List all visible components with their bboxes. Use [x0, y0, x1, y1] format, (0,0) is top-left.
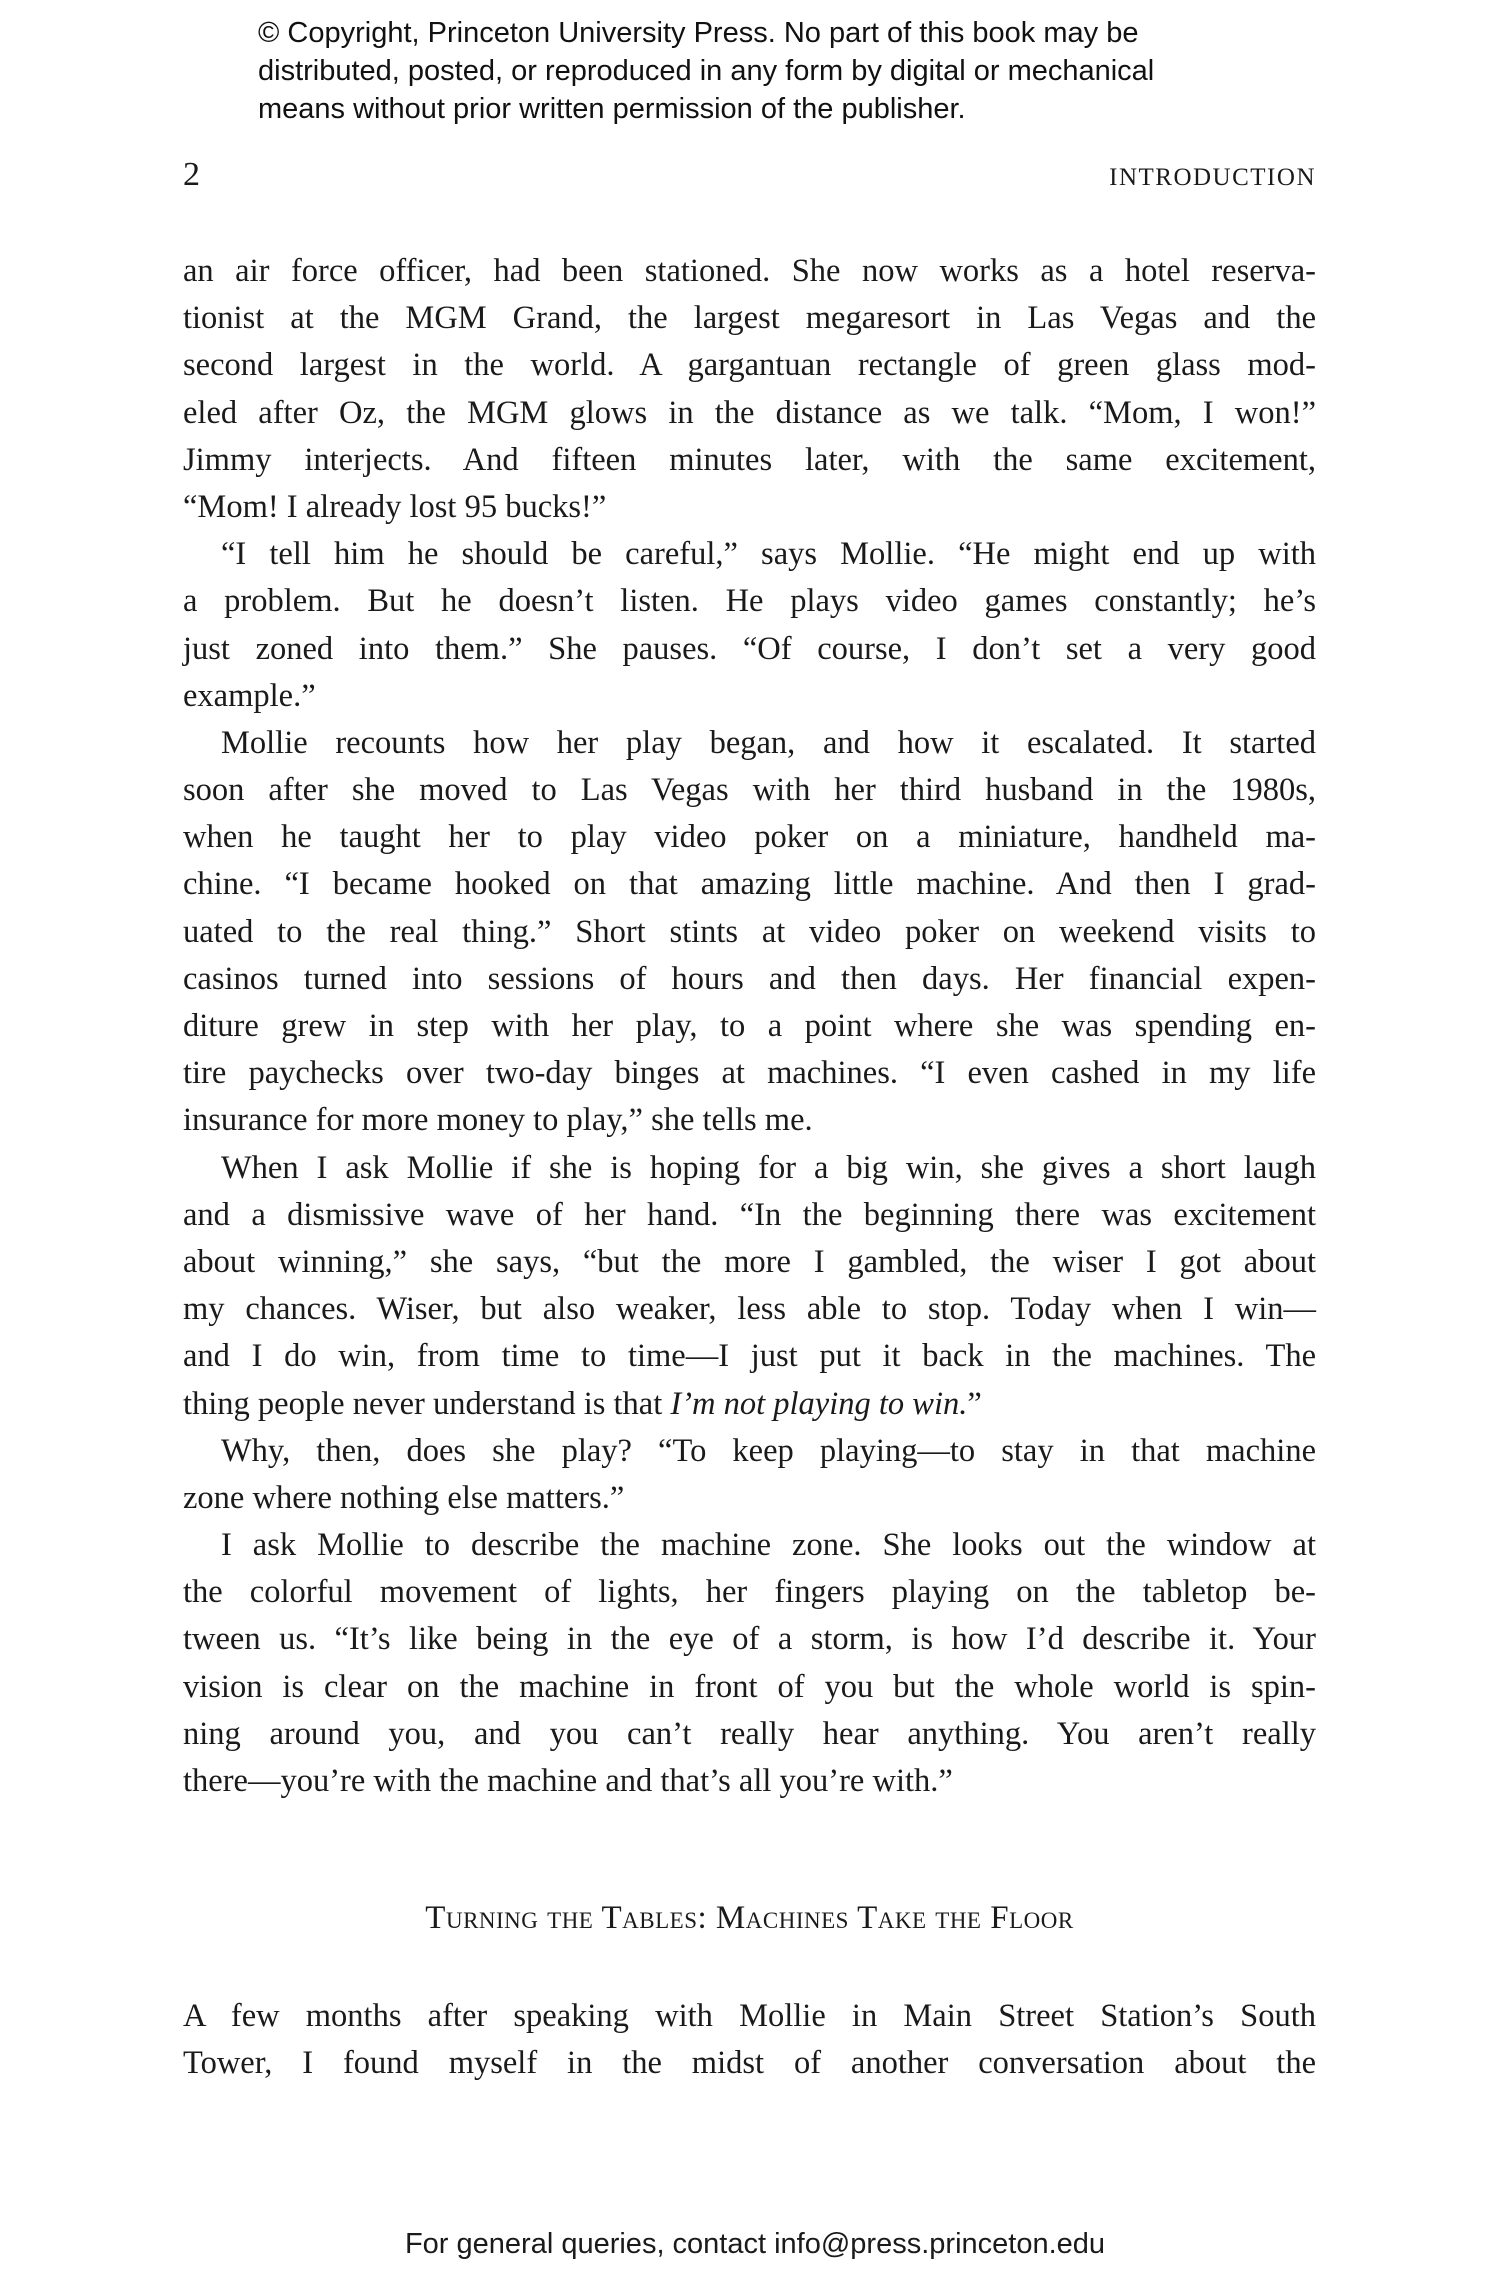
- text-line: A few months after speaking with Mollie in Main Street Station’s South: [183, 1998, 1316, 2034]
- copyright-line: © Copyright, Princeton University Press. No part of this book may be: [258, 17, 1139, 49]
- copyright-line: means without prior written permission of the publisher.: [258, 93, 966, 125]
- text-line: insurance for more money to play,” she tells me.: [183, 1102, 813, 1139]
- text-segment: thing people never understand is that: [183, 1385, 671, 1422]
- text-line: soon after she moved to Las Vegas with her third husband in the 1980s,: [183, 772, 1316, 809]
- text-line: a problem. But he doesn’t listen. He plays video games constantly; he’s: [183, 583, 1316, 620]
- text-line: example.”: [183, 677, 316, 714]
- footer-contact: For general queries, contact info@press.princeton.edu: [404, 2228, 1106, 2260]
- text-line: my chances. Wiser, but also weaker, less able to stop. Today when I win—: [183, 1291, 1316, 1328]
- text-line: Why, then, does she play? “To keep playing—to stay in that machine: [221, 1432, 1316, 1469]
- text-line: diture grew in step with her play, to a point where she was spending en-: [183, 1008, 1316, 1044]
- section-body-text: [183, 1993, 1316, 2087]
- copyright-line: distributed, posted, or reproduced in any form by digital or mechanical: [258, 55, 1155, 87]
- text-line: eled after Oz, the MGM glows in the distance as we talk. “Mom, I won!”: [183, 394, 1316, 431]
- text-line: the colorful movement of lights, her fingers playing on the tabletop be-: [183, 1574, 1316, 1611]
- text-line: [183, 1381, 1316, 1428]
- copyright-notice: [258, 14, 1154, 128]
- text-line: an air force officer, had been stationed. She now works as a hotel reserva-: [183, 253, 1316, 289]
- page-number: 2: [183, 156, 200, 193]
- text-line: Tower, I found myself in the midst of another conversation about the: [183, 2045, 1316, 2082]
- text-line: “Mom! I already lost 95 bucks!”: [183, 488, 607, 525]
- text-line: zone where nothing else matters.”: [183, 1479, 625, 1516]
- text-line: just zoned into them.” She pauses. “Of course, I don’t set a very good: [183, 630, 1316, 667]
- text-line: there—you’re with the machine and that’s all you’re with.”: [183, 1763, 953, 1799]
- text-line: second largest in the world. A gargantuan rectangle of green glass mod-: [183, 347, 1316, 384]
- text-line: casinos turned into sessions of hours and then days. Her financial expen-: [183, 960, 1316, 997]
- text-line: tire paychecks over two-day binges at machines. “I even cashed in my life: [183, 1055, 1316, 1092]
- text-line: and I do win, from time to time—I just put it back in the machines. The: [183, 1338, 1316, 1375]
- body-text: [183, 248, 1316, 1805]
- section-heading: Turning the Tables: Machines Take the Floor: [425, 1900, 1074, 1936]
- text-line: tween us. “It’s like being in the eye of a storm, is how I’d describe it. Your: [183, 1621, 1316, 1658]
- text-line: vision is clear on the machine in front of you but the whole world is spin-: [183, 1668, 1316, 1705]
- text-line: “I tell him he should be careful,” says Mollie. “He might end up with: [221, 536, 1316, 573]
- text-line: chine. “I became hooked on that amazing little machine. And then I grad-: [183, 866, 1316, 903]
- text-line: ning around you, and you can’t really hear anything. You aren’t really: [183, 1715, 1316, 1752]
- running-head: INTRODUCTION: [1109, 164, 1316, 191]
- italic-text: I’m not playing to win.: [670, 1385, 968, 1422]
- text-line: I ask Mollie to describe the machine zone. She looks out the window at: [221, 1527, 1316, 1564]
- text-line: Jimmy interjects. And fifteen minutes later, with the same excitement,: [183, 441, 1316, 478]
- text-segment: ”: [967, 1385, 982, 1422]
- text-line: about winning,” she says, “but the more I gambled, the wiser I got about: [183, 1243, 1316, 1280]
- text-line: uated to the real thing.” Short stints at video poker on weekend visits to: [183, 913, 1316, 950]
- text-line: and a dismissive wave of her hand. “In the beginning there was excitement: [183, 1196, 1316, 1233]
- text-line: Mollie recounts how her play began, and how it escalated. It started: [221, 724, 1316, 761]
- text-line: tionist at the MGM Grand, the largest megaresort in Las Vegas and the: [183, 300, 1316, 337]
- text-line: when he taught her to play video poker on a miniature, handheld ma-: [183, 819, 1316, 856]
- text-line: When I ask Mollie if she is hoping for a big win, she gives a short laugh: [221, 1149, 1316, 1186]
